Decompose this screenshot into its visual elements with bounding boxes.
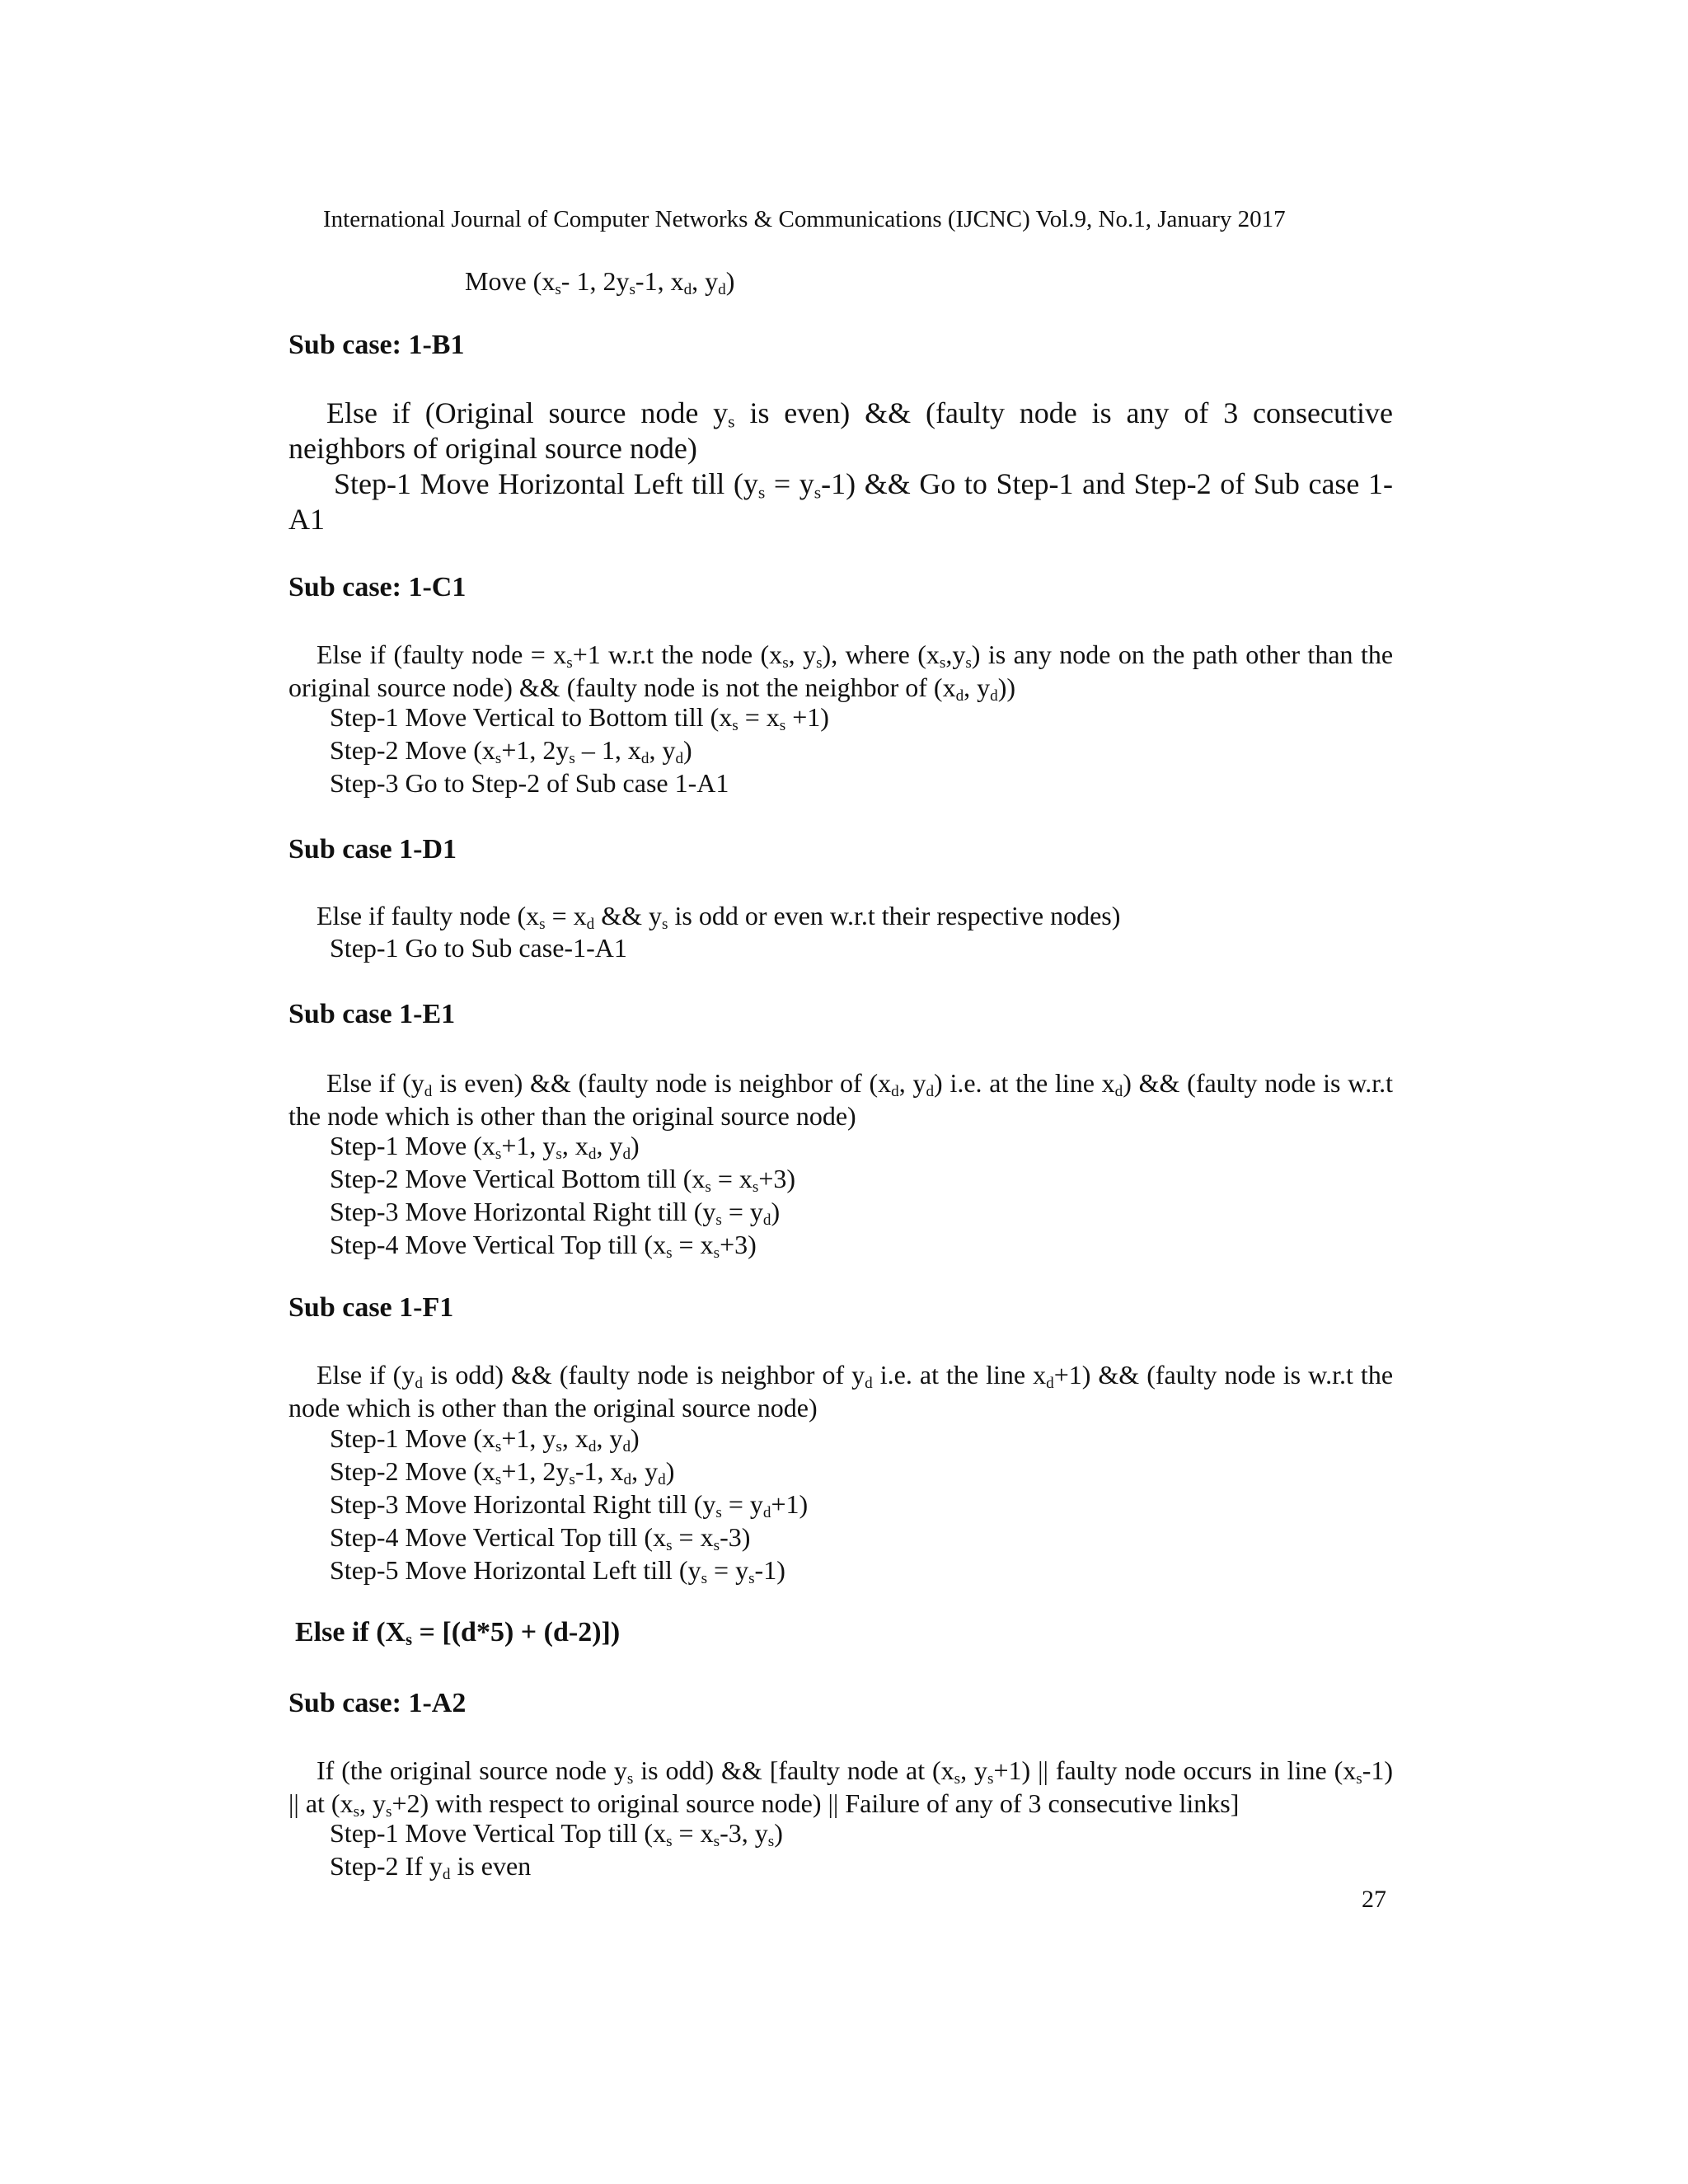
step-1c1-3: Step-3 Go to Step-2 of Sub case 1-A1	[330, 768, 729, 798]
page-number: 27	[1362, 1886, 1386, 1913]
condition-1f1: Else if ($y_d$ is odd) && (faulty node is neighbor of $y_d$ i.e. at the line $x_d+1$) && (faulty node is w.r.t the node which is other than the original source node)	[288, 1360, 1394, 1422]
step-1a2-1: Step-1 Move Vertical Top till ($x_s = x_s-3$, $y_s$)	[330, 1818, 783, 1850]
condition-1b1: Else if (Original source node $y_s$ is even) && (faulty node is any of 3 consecutive neighbors of original source node)	[288, 396, 1393, 465]
step-1f1-1: Step-1 Move ($x_s+1$, $y_s$, $x_d$, $y_d$)	[330, 1423, 640, 1455]
section-heading-1c1: Sub case: 1-C1	[288, 572, 467, 602]
else-if-heading: Else if $(X_s = [(d*5) + (d-2)])$	[295, 1617, 621, 1650]
step-1f1-2: Step-2 Move ($x_s+1$, $2y_s-1$, $x_d$, $y_d$)	[330, 1456, 675, 1488]
section-heading-1e1: Sub case 1-E1	[288, 999, 456, 1029]
step-1e1-3: Step-3 Move Horizontal Right till $(y_s = y_d)$	[330, 1197, 781, 1229]
step-1e1-2: Step-2 Move Vertical Bottom till $(x_s = x_s+3)$	[330, 1164, 796, 1196]
step-1d1-1: Step-1 Go to Sub case-1-A1	[330, 933, 627, 963]
step-1c1-1: Step-1 Move Vertical to Bottom till $(x_s = x_s +1)$	[330, 702, 829, 734]
step-1c1-2: Step-2 Move ($x_s+1$, $2y_s - 1$, $x_d$, $y_d$)	[330, 735, 692, 767]
step-1a2-2: Step-2 If $y_d$ is even	[330, 1851, 532, 1883]
condition-1e1: Else if ($y_d$ is even) && (faulty node is neighbor of ($x_d$, $y_d$) i.e. at the line $x_d$) && (faulty node is w.r.t the node which is other than the original source node)	[288, 1068, 1394, 1131]
step-1b1: Step-1 Move Horizontal Left till $(y_s = y_s-1)$ && Go to Step-1 and Step-2 of Sub case 1-A1	[288, 467, 1393, 536]
step-1e1-1: Step-1 Move ($x_s+1$, $y_s$, $x_d$, $y_d$)	[330, 1131, 640, 1163]
section-heading-1a2: Sub case: 1-A2	[288, 1688, 467, 1718]
section-heading-1f1: Sub case 1-F1	[288, 1292, 454, 1323]
step-1f1-4: Step-4 Move Vertical Top till $(x_s = x_s-3)$	[330, 1522, 751, 1554]
section-heading-1d1: Sub case 1-D1	[288, 834, 457, 865]
move-line: Move ($x_s-$ 1, $2y_s-1$, $x_d$, $y_d$)	[465, 266, 735, 298]
section-heading-1b1: Sub case: 1-B1	[288, 330, 465, 360]
step-1f1-3: Step-3 Move Horizontal Right till $(y_s = y_d+1)$	[330, 1489, 809, 1521]
condition-1d1: Else if faulty node ($x_s = x_d$ && $y_s$ is odd or even w.r.t their respective nodes)	[316, 901, 1121, 933]
step-1e1-4: Step-4 Move Vertical Top till $(x_s = x_s+3)$	[330, 1230, 757, 1262]
condition-1a2: If (the original source node $y_s$ is odd) && [faulty node at ($x_s$, $y_s+1$) || faulty node occurs in line $(x_s-1)$ || at ($x_s$, $y_s+2$) with respect to original source node) || Failure of any of 3 consecutive links]	[288, 1755, 1394, 1821]
step-1f1-5: Step-5 Move Horizontal Left till $(y_s = y_s-1)$	[330, 1555, 785, 1587]
running-header: International Journal of Computer Networks & Communications (IJCNC) Vol.9, No.1, January 2017	[323, 206, 1286, 232]
condition-1c1: Else if (faulty node = $x_s+1$ w.r.t the node ($x_s$, $y_s$), where $(x_s,y_s)$ is any node on the path other than the original source node) && (faulty node is not the neighbor of ($x_d$, $y_d$))	[288, 640, 1394, 705]
